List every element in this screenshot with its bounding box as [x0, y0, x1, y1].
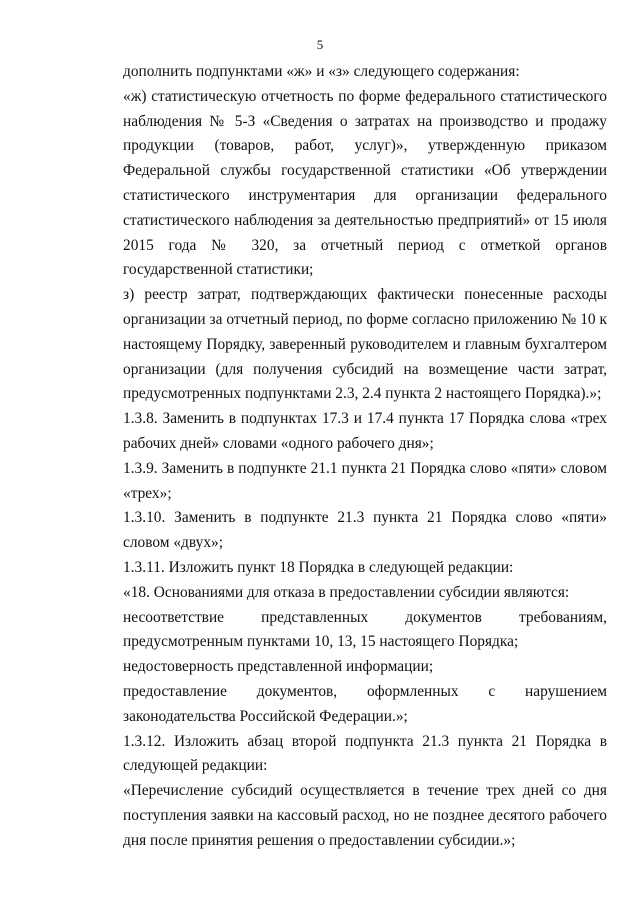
paragraph: предоставление документов, оформленных с нарушением законодательства Российской Федерации.»;	[123, 682, 607, 725]
paragraph: несоответствие представленных документов требованиям, предусмотренным пунктами 10, 13, 15 настоящего Порядка;	[123, 608, 607, 651]
document-body	[123, 60, 607, 854]
paragraph: 1.3.9. Заменить в подпункте 21.1 пункта 21 Порядка слово «пяти» словом «трех»;	[123, 459, 607, 502]
paragraph: 1.3.12. Изложить абзац второй подпункта 21.3 пункта 21 Порядка в следующей редакции:	[123, 732, 607, 775]
paragraph: «ж) статистическую отчетность по форме федерального статистического наблюдения № 5-З «Сведения о затратах на производство и продажу продукции (товаров, работ, услуг)», утвержденную приказом Федеральной службы государственной статистики «Об утверждении статистического инструментария для организации федерального статистического наблюдения за деятельностью предприятий» от 15 июля 2015 года № 320, за отчетный период с отметкой органов государственной статистики;	[123, 87, 607, 279]
paragraph: недостоверность представленной информации;	[123, 658, 434, 676]
paragraph: з) реестр затрат, подтверждающих фактически понесенные расходы организации за отчетный период, по форме согласно приложению № 10 к настоящему Порядку, заверенный руководителем и главным бухгалтером организации (для получения субсидий на возмещение части затрат, предусмотренных подпунктами 2.3, 2.4 пункта 2 настоящего Порядка).»;	[123, 286, 607, 403]
paragraph: 1.3.8. Заменить в подпунктах 17.3 и 17.4 пункта 17 Порядка слова «трех рабочих дней» словами «одного рабочего дня»;	[123, 410, 607, 452]
paragraph: 1.3.10. Заменить в подпункте 21.3 пункта 21 Порядка слово «пяти» словом «двух»;	[123, 509, 607, 552]
paragraph: «Перечисление субсидий осуществляется в течение трех дней со дня поступления заявки на кассовый расход, но не позднее десятого рабочего дня после принятия решения о предоставлении субсидии.»;	[123, 782, 607, 849]
paragraph: «18. Основаниями для отказа в предоставлении субсидии являются:	[123, 583, 570, 601]
page-number: 5	[316, 37, 324, 52]
paragraph: 1.3.11. Изложить пункт 18 Порядка в следующей редакции:	[123, 558, 514, 576]
paragraph: дополнить подпунктами «ж» и «з» следующего содержания:	[123, 63, 520, 80]
